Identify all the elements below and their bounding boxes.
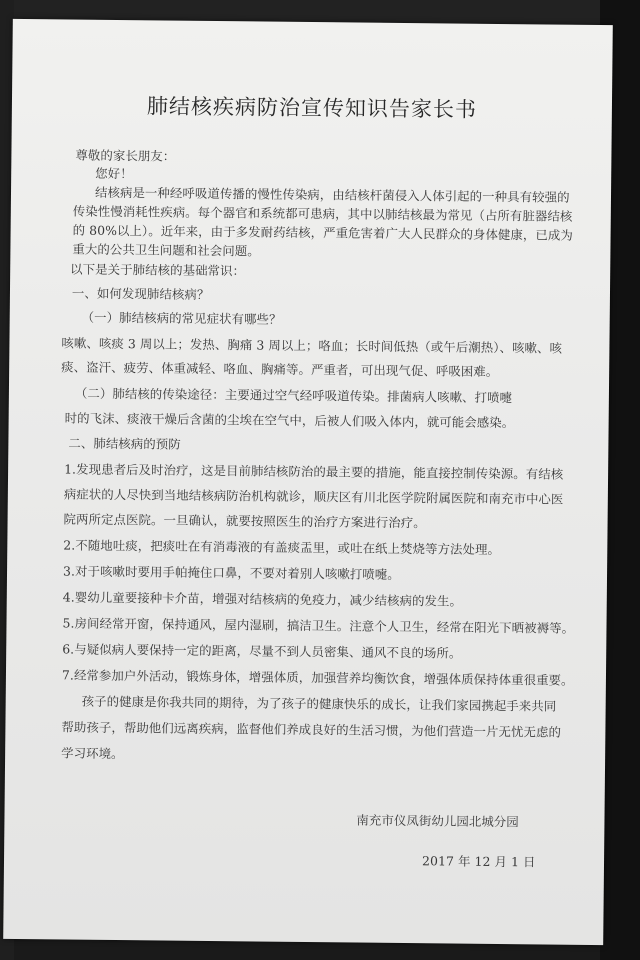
transmission-line: 时的飞沫、痰液干燥后含菌的尘埃在空气中，后被人们吸入体内，就可能会感染。 [64, 410, 515, 431]
date: 2017 年 12 月 1 日 [421, 853, 536, 870]
prevention-line: 2.不随地吐痰，把痰吐在有消毒液的有盖痰盂里，或吐在纸上焚烧等方法处理。 [63, 537, 501, 558]
subsection1-heading: （一）肺结核病的常见症状有哪些？ [81, 309, 282, 327]
greeting: 您好！ [95, 165, 133, 182]
section1-heading: 一、如何发现肺结核病？ [71, 285, 210, 302]
document-title: 肺结核疾病防治宣传知识告家长书 [146, 94, 478, 122]
section2-heading: 二、肺结核病的预防 [68, 435, 181, 452]
intro-line: 结核病是一种经呼吸道传播的慢性传染病，由结核杆菌侵入人体引起的一种具有较强的 [94, 184, 570, 205]
prevention-line: 1.发现患者后及时治疗，这是目前肺结核防治的最主要的措施，能直接控制传染源。有结核 [64, 461, 564, 482]
prevention-line: 5.房间经常开窗，保持通风，屋内湿刷，搞洁卫生。注意个人卫生，经常在阳光下晒被褥等。 [62, 615, 575, 636]
symptom-line: 痰、盗汗、疲劳、体重减轻、咯血、胸痛等。严重者，可出现气促、呼吸困难。 [61, 359, 499, 379]
closing-line: 孩子的健康是你我共同的期待，为了孩子的健康快乐的成长，让我们家园携起手来共同 [81, 693, 557, 714]
prevention-line: 4.婴幼儿童要接种卡介苗，增强对结核病的免疫力，减少结核病的发生。 [62, 589, 463, 609]
prevention-line: 7.经常参加户外活动，锻炼身体，增强体质，加强营养均衡饮食，增强体质保持体重很重要。 [61, 667, 574, 688]
symptom-line: 咳嗽、咳痰 3 周以上；发热、胸痛 3 周以上；咯血；长时间低热（或午后潮热）、咳嗽、咳 [61, 335, 563, 356]
intro-line: 重大的公共卫生问题和社会问题。 [72, 241, 260, 259]
salutation: 尊敬的家长朋友： [75, 147, 176, 164]
lead-text: 以下是关于肺结核的基础常识： [70, 261, 246, 279]
transmission-line: （二）肺结核的传染途径：主要通过空气经呼吸道传染。排菌病人咳嗽、打喷嚏 [74, 385, 513, 406]
prevention-line: 6.与疑似病人要保持一定的距离，尽量不到人员密集、通风不良的场所。 [62, 641, 462, 661]
prevention-line: 院两所定点医院。一旦确认，就要按照医生的治疗方案进行治疗。 [63, 511, 426, 531]
closing-line: 帮助孩子，帮助他们远离疾病，监督他们养成良好的生活习惯，为他们营造一片无忧无虑的 [61, 719, 562, 740]
signature: 南充市仪凤街幼儿园北城分园 [356, 812, 519, 830]
intro-line: 的 80%以上）。近年来，由于多发耐药结核，严重危害着广大人民群众的身体健康，已成为 [72, 222, 574, 243]
intro-line: 传染性慢消耗性疾病。每个器官和系统都可患病，其中以肺结核最为常见（占所有脏器结核 [72, 203, 573, 224]
paper-sheet [3, 19, 613, 945]
prevention-line: 3.对于咳嗽时要用手帕掩住口鼻，不要对着别人咳嗽打喷嚏。 [62, 563, 400, 582]
prevention-line: 病症状的人尽快到当地结核病防治机构就诊，顺庆区有川北医学院附属医院和南充市中心医 [63, 486, 564, 507]
closing-line: 学习环境。 [61, 745, 124, 762]
